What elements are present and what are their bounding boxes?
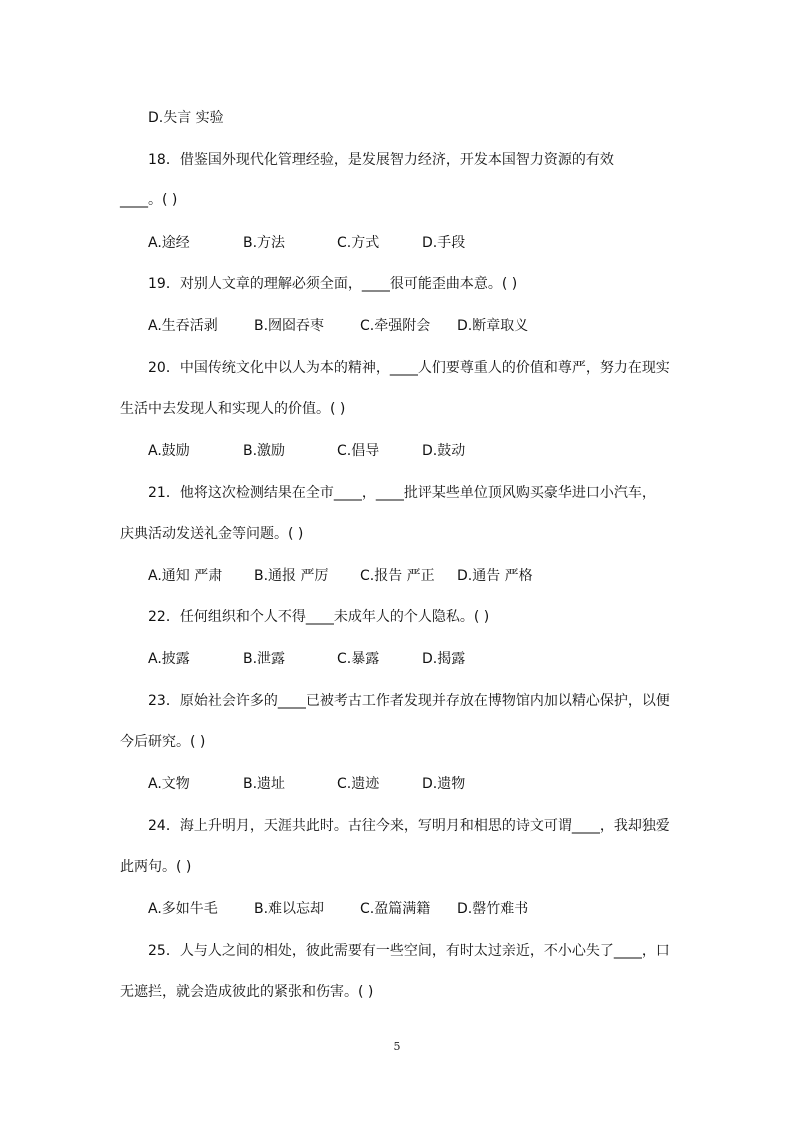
option-c: C.方式	[337, 235, 380, 251]
question-18-stem-line2: ____。( )	[120, 192, 178, 208]
option-c: C.遗迹	[337, 776, 380, 792]
option-d: D.断章取义	[457, 318, 529, 334]
option-d: D.通告 严格	[457, 568, 533, 584]
question-21-stem-line2: 庆典活动发送礼金等问题。( )	[120, 526, 304, 542]
question-24-stem-line1: 24．海上升明月，天涯共此时。古往今来，写明月和相思的诗文可谓____，我却独爱	[148, 818, 670, 834]
option-c: C.报告 严正	[360, 568, 435, 584]
option-b: B.囫囵吞枣	[254, 318, 325, 334]
question-25-stem-line2: 无遮拦，就会造成彼此的紧张和伤害。( )	[120, 984, 374, 1000]
question-19-options	[0, 316, 794, 336]
question-21-stem-line1: 21．他将这次检测结果在全市____，____批评某些单位顶风购买豪华进口小汽车，	[148, 485, 656, 501]
question-23-options	[0, 774, 794, 794]
question-22-options	[0, 649, 794, 669]
option-c: C.牵强附会	[360, 318, 431, 334]
page-number: 5	[393, 1040, 401, 1053]
option-a: A.文物	[148, 776, 190, 792]
option-a: A.通知 严肃	[148, 568, 223, 584]
option-d: D.鼓动	[422, 443, 466, 459]
option-b: B.通报 严厉	[254, 568, 329, 584]
question-20-options	[0, 441, 794, 461]
question-20-stem-line1: 20．中国传统文化中以人为本的精神，____人们要尊重人的价值和尊严，努力在现实	[148, 360, 670, 376]
question-23-stem-line2: 今后研究。( )	[120, 734, 206, 750]
question-18-options	[0, 233, 794, 253]
option-a: A.披露	[148, 651, 190, 667]
question-19-stem-line1: 19．对别人文章的理解必须全面，____很可能歪曲本意。( )	[148, 276, 518, 292]
question-22-stem-line1: 22．任何组织和个人不得____未成年人的个人隐私。( )	[148, 609, 490, 625]
question-23-stem-line1: 23．原始社会许多的____已被考古工作者发现并存放在博物馆内加以精心保护，以便	[148, 693, 670, 709]
option-d-previous: D.失言 实验	[148, 110, 224, 126]
question-20-stem-line2: 生活中去发现人和实现人的价值。( )	[120, 401, 346, 417]
question-24-stem-line2: 此两句。( )	[120, 859, 192, 875]
option-a: A.多如牛毛	[148, 901, 218, 917]
option-b: B.泄露	[243, 651, 286, 667]
question-21-options	[0, 566, 794, 586]
option-c: C.倡导	[337, 443, 380, 459]
question-24-options	[0, 899, 794, 919]
option-d: D.揭露	[422, 651, 466, 667]
option-b: B.难以忘却	[254, 901, 325, 917]
option-a: A.生吞活剥	[148, 318, 218, 334]
option-d: D.手段	[422, 235, 466, 251]
option-d: D.遗物	[422, 776, 466, 792]
option-b: B.激励	[243, 443, 286, 459]
option-d: D.罄竹难书	[457, 901, 529, 917]
option-c: C.盈篇满籍	[360, 901, 431, 917]
option-a: A.途经	[148, 235, 190, 251]
option-c: C.暴露	[337, 651, 380, 667]
option-a: A.鼓励	[148, 443, 190, 459]
question-25-stem-line1: 25．人与人之间的相处，彼此需要有一些空间，有时太过亲近，不小心失了____，口	[148, 943, 670, 959]
question-18-stem-line1: 18．借鉴国外现代化管理经验，是发展智力经济，开发本国智力资源的有效	[148, 152, 614, 168]
option-b: B.遗址	[243, 776, 286, 792]
option-b: B.方法	[243, 235, 286, 251]
